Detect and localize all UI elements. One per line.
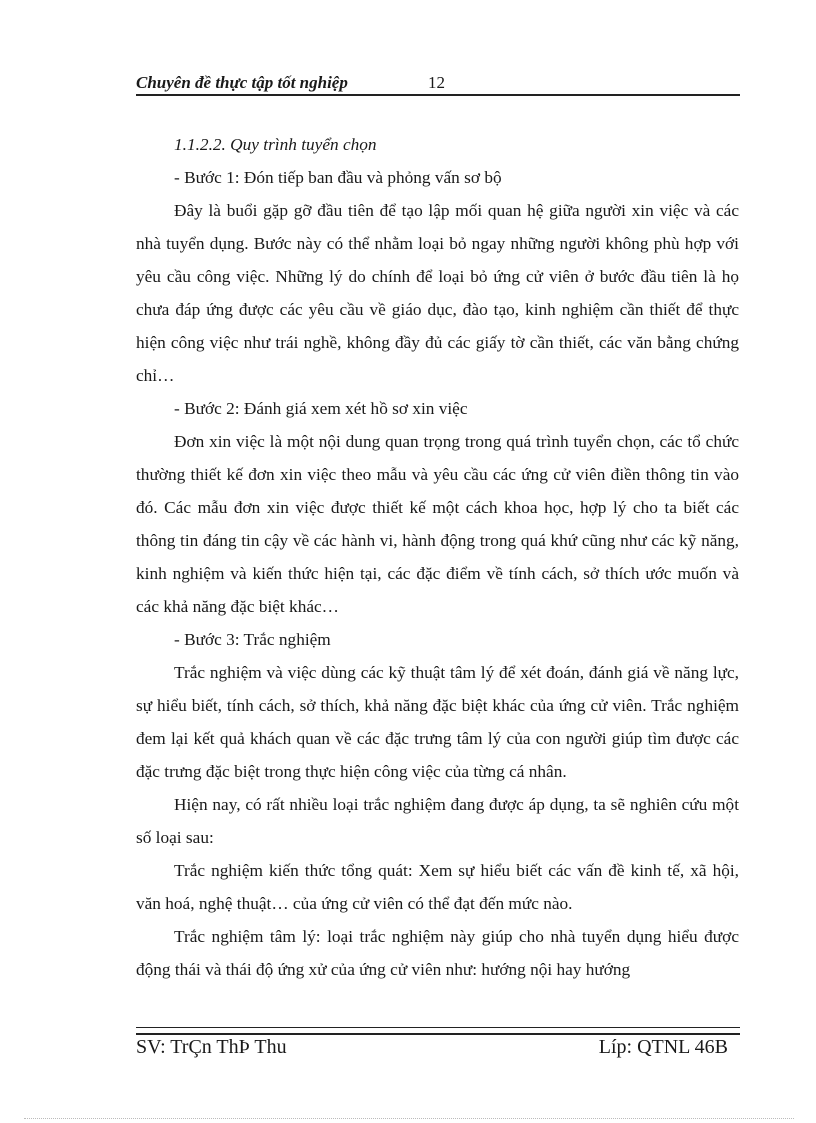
page-header — [136, 72, 740, 96]
page-footer — [136, 1036, 740, 1062]
document-body — [136, 128, 739, 986]
paragraph-test-types: Hiện nay, có rất nhiều loại trắc nghiệm đang được áp dụng, ta sẽ nghiên cứu một số loại sau: — [136, 795, 739, 847]
paragraph-psych-test: Trắc nghiệm tâm lý: loại trắc nghiệm này giúp cho nhà tuyển dụng hiểu được động thái và thái độ ứng xử của ứng cử viên như: hướng nội hay hướng — [136, 927, 739, 979]
step2-heading: - Bước 2: Đánh giá xem xét hồ sơ xin việc — [174, 399, 468, 418]
step1-heading: - Bước 1: Đón tiếp ban đầu và phỏng vấn sơ bộ — [174, 168, 502, 187]
step3-heading: - Bước 3: Trắc nghiệm — [174, 630, 331, 649]
paragraph-knowledge-test: Trắc nghiệm kiến thức tổng quát: Xem sự hiểu biết các vấn đề kinh tế, xã hội, văn hoá, nghệ thuật… của ứng cử viên có thể đạt đến mức nào. — [136, 861, 739, 913]
page-number: 12 — [428, 73, 445, 92]
page-edge-dotted-line — [24, 1118, 794, 1119]
step3-paragraph: Trắc nghiệm và việc dùng các kỹ thuật tâm lý để xét đoán, đánh giá về năng lực, sự hiểu biết, tính cách, sở thích, khả năng đặc biệt khác của ứng cử viên. Trắc nghiệm đem lại kết quả khách quan về các đặc trưng tâm lý của con người giúp tìm được các đặc trưng đặc biệt trong thực hiện công việc của từng cá nhân. — [136, 663, 739, 781]
section-heading: 1.1.2.2. Quy trình tuyển chọn — [174, 135, 377, 154]
footer-class: Líp: QTNL 46B — [598, 1036, 728, 1058]
step1-paragraph: Đây là buổi gặp gỡ đầu tiên để tạo lập mối quan hệ giữa người xin việc và các nhà tuyển dụng. Bước này có thể nhằm loại bỏ ngay những người không phù hợp với yêu cầu công việc. Những lý do chính để loại bỏ ứng cử viên ở bước đầu tiên là họ chưa đáp ứng được các yêu cầu về giáo dục, đào tạo, kinh nghiệm cần thiết để thực hiện công việc như trái nghề, không đầy đủ các giấy tờ cần thiết, các văn bằng chứng chỉ… — [136, 201, 739, 385]
footer-student: SV: TrÇn ThÞ Thu — [136, 1036, 287, 1058]
header-title: Chuyên đề thực tập tốt nghiệp — [136, 73, 348, 92]
step2-paragraph: Đơn xin việc là một nội dung quan trọng trong quá trình tuyển chọn, các tổ chức thường thiết kế đơn xin việc theo mẫu và yêu cầu các ứng cử viên điền thông tin vào đó. Các mẫu đơn xin việc được thiết kế một cách khoa học, hợp lý cho ta biết các thông tin đáng tin cậy về các hành vi, hành động trong quá khứ cũng như các kỹ năng, kinh nghiệm và kiến thức hiện tại, các đặc điểm về tính cách, sở thích ước muốn và các khả năng đặc biệt khác… — [136, 432, 739, 616]
footer-divider — [136, 1027, 740, 1035]
